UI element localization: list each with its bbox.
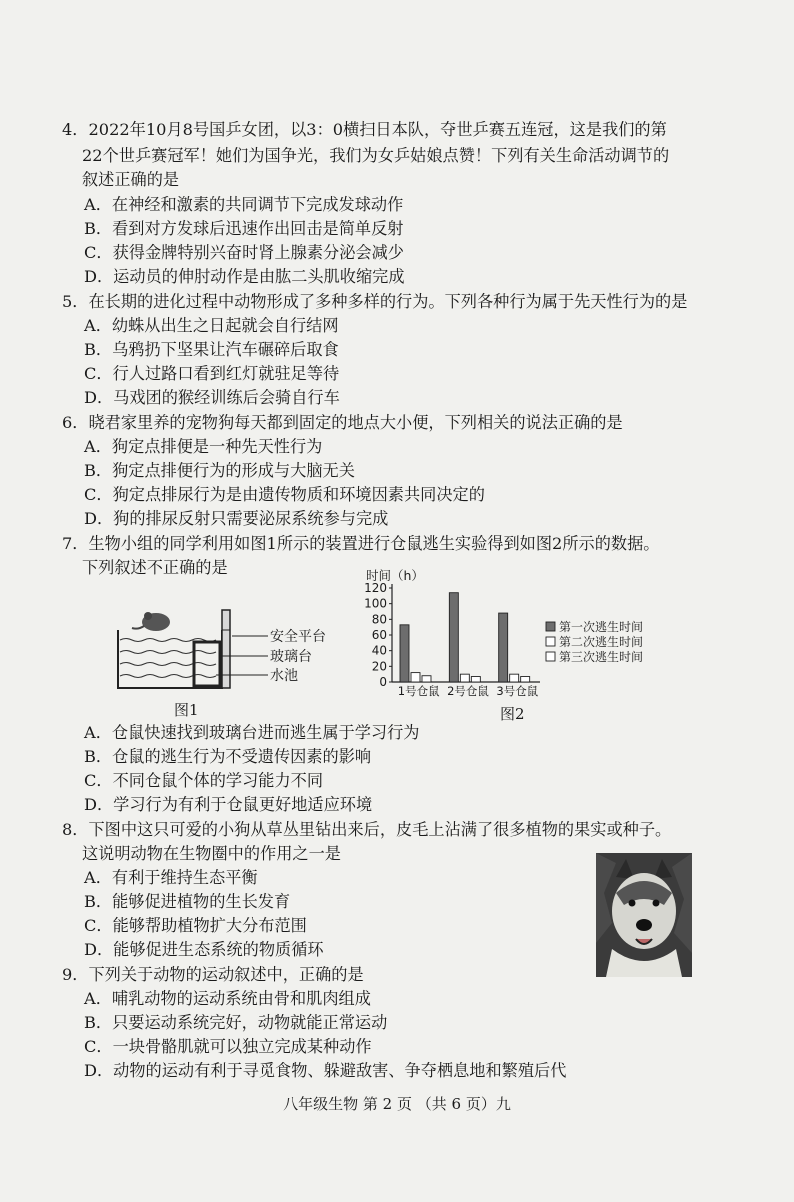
q5-option-d: D．马戏团的猴经训练后会骑自行车: [84, 388, 340, 407]
figure1-apparatus: [110, 600, 370, 710]
q6-option-b: B．狗定点排便行为的形成与大脑无关: [84, 461, 355, 480]
figure2-caption: 图2: [500, 705, 525, 723]
figure1-label-pool: 水池: [270, 668, 298, 684]
chart-bar: [460, 674, 469, 682]
q7-option-a: A．仓鼠快速找到玻璃台进而逃生属于学习行为: [84, 723, 420, 742]
chart-x-tick-label: 3号仓鼠: [496, 684, 539, 698]
q4-option-a: A．在神经和激素的共同调节下完成发球动作: [84, 195, 404, 214]
q7-stem-line-1: 7．生物小组的同学利用如图1所示的装置进行仓鼠逃生实验得到如图2所示的数据。: [62, 534, 660, 553]
q4-option-b: B．看到对方发球后迅速作出回击是简单反射: [84, 219, 404, 238]
chart-x-tick-label: 2号仓鼠: [447, 684, 489, 698]
chart-bar: [400, 625, 409, 682]
chart-y-tick-label: 60: [371, 628, 387, 642]
chart-legend-label: 第二次逃生时间: [559, 635, 644, 649]
q9-option-b: B．只要运动系统完好，动物就能正常运动: [84, 1013, 388, 1032]
chart-y-tick-label: 40: [371, 643, 387, 658]
q9-stem: 9．下列关于动物的运动叙述中，正确的是: [62, 965, 364, 984]
q4-stem-line-1: 4．2022年10月8号国乒女团，以3：0横扫日本队，夺世乒赛五连冠，这是我们的第: [62, 120, 667, 139]
q6-option-c: C．狗定点排尿行为是由遗传物质和环境因素共同决定的: [84, 485, 485, 504]
q7-stem-line-2: 下列叙述不正确的是: [82, 558, 228, 577]
q5-option-c: C．行人过路口看到红灯就驻足等待: [84, 364, 340, 383]
pool-water: [118, 630, 222, 688]
chart-legend-swatch: [546, 637, 555, 646]
q8-option-a: A．有利于维持生态平衡: [84, 868, 258, 887]
q7-option-b: B．仓鼠的逃生行为不受遗传因素的影响: [84, 747, 372, 766]
q8-stem-line-1: 8．下图中这只可爱的小狗从草丛里钻出来后，皮毛上沾满了很多植物的果实或种子。: [62, 820, 672, 839]
chart-bar: [521, 677, 530, 682]
q4-stem-line-2: 22个世乒赛冠军！她们为国争光，我们为女乒姑娘点赞！下列有关生命活动调节的: [82, 146, 670, 165]
q5-option-b: B．乌鸦扔下坚果让汽车碾碎后取食: [84, 340, 339, 359]
q8-stem-line-2: 这说明动物在生物圈中的作用之一是: [82, 844, 341, 863]
q4-stem-line-3: 叙述正确的是: [82, 170, 180, 189]
q6-stem: 6．晓君家里养的宠物狗每天都到固定的地点大小便，下列相关的说法正确的是: [62, 413, 623, 432]
chart-y-tick-label: 120: [364, 581, 387, 595]
q9-option-d: D．动物的运动有利于寻觅食物、躲避敌害、争夺栖息地和繁殖后代: [84, 1061, 567, 1080]
chart-y-axis-label: 时间（h）: [366, 568, 424, 583]
chart-y-tick-label: 80: [371, 612, 387, 627]
q4-option-c: C．获得金牌特别兴奋时肾上腺素分泌会减少: [84, 243, 404, 262]
q9-option-c: C．一块骨骼肌就可以独立完成某种动作: [84, 1037, 372, 1056]
q7-option-c: C．不同仓鼠个体的学习能力不同: [84, 771, 324, 790]
chart-y-tick-label: 100: [364, 596, 387, 611]
dog-photo: [596, 853, 692, 977]
chart-y-tick-label: 0: [379, 675, 387, 689]
q6-option-d: D．狗的排尿反射只需要泌尿系统参与完成: [84, 509, 389, 528]
figure1-label-glass-platform: 玻璃台: [270, 649, 312, 665]
chart-bar: [471, 677, 480, 682]
glass-platform: [194, 642, 220, 686]
chart-bar: [449, 593, 458, 682]
chart-bar: [411, 673, 420, 682]
q5-option-a: A．幼蛛从出生之日起就会自行结网: [84, 316, 339, 335]
safe-platform: [222, 610, 230, 688]
chart-bar: [422, 676, 431, 682]
chart-legend-label: 第一次逃生时间: [559, 620, 644, 634]
figure1-label-safe-platform: 安全平台: [270, 629, 326, 645]
q5-stem: 5．在长期的进化过程中动物形成了多种多样的行为。下列各种行为属于先天性行为的是: [62, 292, 688, 311]
chart-legend-label: 第三次逃生时间: [559, 650, 644, 664]
q8-option-b: B．能够促进植物的生长发育: [84, 892, 291, 911]
figure2-chart: [350, 566, 670, 701]
hamster-icon: [132, 612, 170, 631]
page-footer: 八年级生物 第 2 页 （共 6 页）九: [283, 1095, 511, 1113]
q4-option-d: D．运动员的伸肘动作是由肱二头肌收缩完成: [84, 267, 405, 286]
chart-bar: [510, 674, 519, 682]
figure1-caption: 图1: [174, 701, 199, 719]
q7-option-d: D．学习行为有利于仓鼠更好地适应环境: [84, 795, 373, 814]
chart-bars: [400, 593, 530, 682]
chart-legend: [546, 619, 643, 664]
q9-option-a: A．哺乳动物的运动系统由骨和肌肉组成: [84, 989, 371, 1008]
chart-bar: [499, 613, 508, 682]
chart-y-tick-label: 20: [371, 659, 387, 674]
chart-legend-swatch: [546, 652, 555, 661]
q6-option-a: A．狗定点排便是一种先天性行为: [84, 437, 323, 456]
q8-option-d: D．能够促进生态系统的物质循环: [84, 940, 324, 959]
q8-option-c: C．能够帮助植物扩大分布范围: [84, 916, 307, 935]
chart-x-tick-label: 1号仓鼠: [397, 684, 440, 698]
chart-legend-swatch: [546, 622, 555, 631]
